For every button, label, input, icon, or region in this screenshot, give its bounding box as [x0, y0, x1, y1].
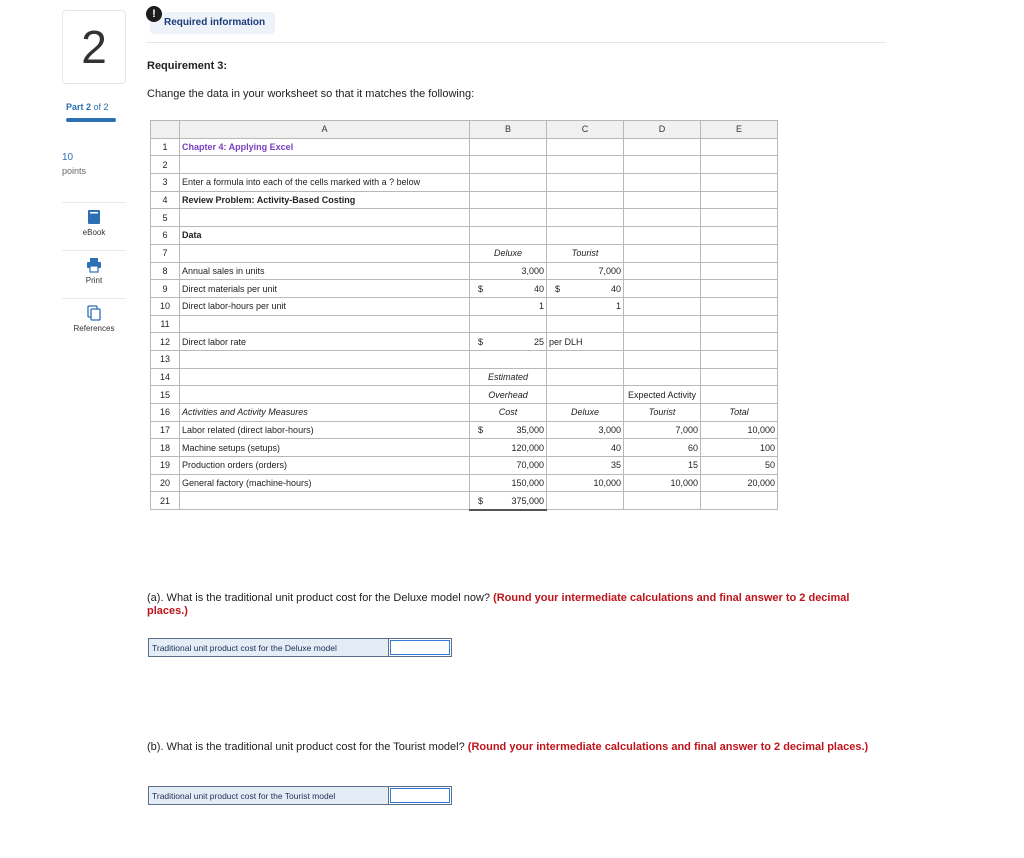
cell-d3 — [624, 174, 701, 192]
column-header-c: C — [547, 121, 624, 139]
cell-d16: Tourist — [624, 404, 701, 422]
currency-symbol: $ — [478, 495, 484, 506]
cell-a8: Annual sales in units — [180, 262, 470, 280]
cell-c21 — [547, 492, 624, 510]
cell-e6 — [701, 227, 778, 245]
table-row — [151, 315, 778, 333]
points-value: 10 — [62, 152, 74, 163]
cell-a9: Direct materials per unit — [180, 280, 470, 298]
cell-e15 — [701, 386, 778, 404]
row-number: 21 — [151, 492, 180, 510]
row-number: 2 — [151, 156, 180, 174]
table-row — [151, 297, 778, 315]
row-number: 5 — [151, 209, 180, 227]
cell-d19: 15 — [624, 457, 701, 475]
references-button[interactable] — [62, 298, 126, 344]
cell-e9 — [701, 280, 778, 298]
cell-a6: Data — [180, 227, 470, 245]
worksheet-table — [150, 120, 778, 511]
row-number: 13 — [151, 350, 180, 368]
cell-c12: per DLH — [547, 333, 624, 351]
cell-a21 — [180, 492, 470, 510]
question-a-note: (Round your intermediate calculations and final answer to 2 decimal places.) — [147, 592, 850, 617]
cell-b3 — [470, 174, 547, 192]
cell-c2 — [547, 156, 624, 174]
cell-c17: 3,000 — [547, 421, 624, 439]
currency-symbol: $ — [555, 283, 561, 294]
cell-d4 — [624, 191, 701, 209]
cell-c5 — [547, 209, 624, 227]
cell-e8 — [701, 262, 778, 280]
cell-a12: Direct labor rate — [180, 333, 470, 351]
answer-row-deluxe — [148, 638, 452, 657]
cell-a19: Production orders (orders) — [180, 457, 470, 475]
cell-d13 — [624, 350, 701, 368]
part-label: Part 2 — [66, 102, 92, 112]
references-label: References — [73, 324, 115, 333]
cell-b9 — [470, 280, 547, 298]
row-number: 4 — [151, 191, 180, 209]
requirement-title: Requirement 3: — [147, 60, 228, 72]
row-number: 10 — [151, 297, 180, 315]
cell-e20: 20,000 — [701, 474, 778, 492]
question-b-text: (b). What is the traditional unit product cost for the Tourist model? — [147, 741, 465, 753]
cell-b11 — [470, 315, 547, 333]
cell-d1 — [624, 138, 701, 156]
row-number: 20 — [151, 474, 180, 492]
cell-b1 — [470, 138, 547, 156]
cell-d18: 60 — [624, 439, 701, 457]
cell-d6 — [624, 227, 701, 245]
row-number: 12 — [151, 333, 180, 351]
cell-a5 — [180, 209, 470, 227]
table-row — [151, 439, 778, 457]
answer-label-tourist: Traditional unit product cost for the Tourist model — [149, 787, 389, 804]
cell-e19: 50 — [701, 457, 778, 475]
cell-d2 — [624, 156, 701, 174]
print-label: Print — [85, 276, 103, 285]
row-number: 3 — [151, 174, 180, 192]
cell-c6 — [547, 227, 624, 245]
column-header-d: D — [624, 121, 701, 139]
table-row — [151, 244, 778, 262]
cell-b5 — [470, 209, 547, 227]
table-row — [151, 138, 778, 156]
cell-e14 — [701, 368, 778, 386]
cell-a4: Review Problem: Activity-Based Costing — [180, 191, 470, 209]
answer-label-deluxe: Traditional unit product cost for the Deluxe model — [149, 639, 389, 656]
cell-c3 — [547, 174, 624, 192]
book-icon — [87, 209, 101, 225]
row-number: 6 — [151, 227, 180, 245]
cell-c14 — [547, 368, 624, 386]
cell-d11 — [624, 315, 701, 333]
cell-b18: 120,000 — [470, 439, 547, 457]
cell-d15: Expected Activity — [624, 386, 701, 404]
cell-b10: 1 — [470, 297, 547, 315]
cell-d21 — [624, 492, 701, 510]
table-row — [151, 174, 778, 192]
row-number: 14 — [151, 368, 180, 386]
cell-a15 — [180, 386, 470, 404]
cell-b21-value: 375,000 — [511, 495, 544, 506]
cell-c18: 40 — [547, 439, 624, 457]
cell-e1 — [701, 138, 778, 156]
requirement-instruction: Change the data in your worksheet so that it matches the following: — [147, 88, 475, 100]
part-indicator — [66, 102, 109, 112]
row-number: 11 — [151, 315, 180, 333]
cell-b7: Deluxe — [470, 244, 547, 262]
table-row — [151, 262, 778, 280]
cell-c16: Deluxe — [547, 404, 624, 422]
corner-cell — [151, 121, 180, 139]
cell-e16: Total — [701, 404, 778, 422]
table-row — [151, 280, 778, 298]
question-number: 2 — [81, 21, 107, 73]
ebook-button[interactable] — [62, 202, 126, 248]
part-of: of 2 — [93, 102, 109, 112]
column-header-e: E — [701, 121, 778, 139]
cell-b21 — [470, 492, 547, 510]
cell-e17: 10,000 — [701, 421, 778, 439]
cell-e13 — [701, 350, 778, 368]
references-icon — [87, 305, 101, 321]
cell-e4 — [701, 191, 778, 209]
cell-a18: Machine setups (setups) — [180, 439, 470, 457]
cell-a7 — [180, 244, 470, 262]
cell-e7 — [701, 244, 778, 262]
cell-a20: General factory (machine-hours) — [180, 474, 470, 492]
row-number: 8 — [151, 262, 180, 280]
cell-e12 — [701, 333, 778, 351]
cell-c4 — [547, 191, 624, 209]
deluxe-unit-cost-input[interactable] — [390, 640, 450, 655]
cell-a14 — [180, 368, 470, 386]
column-header-row — [151, 121, 778, 139]
cell-e2 — [701, 156, 778, 174]
cell-c1 — [547, 138, 624, 156]
table-row — [151, 457, 778, 475]
cell-d7 — [624, 244, 701, 262]
cell-c11 — [547, 315, 624, 333]
cell-c9-value: 40 — [610, 283, 621, 294]
cell-c7: Tourist — [547, 244, 624, 262]
currency-symbol: $ — [478, 336, 484, 347]
points-label: points — [62, 166, 87, 176]
cell-b8: 3,000 — [470, 262, 547, 280]
cell-e3 — [701, 174, 778, 192]
question-b-note: (Round your intermediate calculations and final answer to 2 decimal places.) — [467, 741, 869, 753]
question-number-box — [62, 10, 126, 84]
currency-symbol: $ — [478, 283, 484, 294]
cell-e10 — [701, 297, 778, 315]
cell-d20: 10,000 — [624, 474, 701, 492]
cell-b2 — [470, 156, 547, 174]
printer-icon — [87, 257, 101, 273]
cell-b14: Estimated — [470, 368, 547, 386]
cell-d17: 7,000 — [624, 421, 701, 439]
table-row — [151, 350, 778, 368]
question-a — [147, 592, 887, 618]
question-a-text: (a). What is the traditional unit product cost for the Deluxe model now? — [147, 592, 491, 604]
cell-b12 — [470, 333, 547, 351]
row-number: 9 — [151, 280, 180, 298]
cell-b9-value: 40 — [533, 283, 544, 294]
cell-a3: Enter a formula into each of the cells marked with a ? below — [180, 174, 470, 192]
question-b — [147, 741, 887, 754]
cell-e5 — [701, 209, 778, 227]
cell-b15: Overhead — [470, 386, 547, 404]
ebook-label: eBook — [82, 228, 106, 237]
table-row — [151, 156, 778, 174]
cell-b4 — [470, 191, 547, 209]
alert-icon: ! — [146, 6, 162, 22]
column-header-b: B — [470, 121, 547, 139]
row-number: 1 — [151, 138, 180, 156]
cell-a10: Direct labor-hours per unit — [180, 297, 470, 315]
cell-a2 — [180, 156, 470, 174]
cell-c9 — [547, 280, 624, 298]
cell-b17-value: 35,000 — [516, 425, 544, 436]
cell-a16: Activities and Activity Measures — [180, 404, 470, 422]
table-row — [151, 492, 778, 510]
row-number: 19 — [151, 457, 180, 475]
cell-d8 — [624, 262, 701, 280]
cell-c20: 10,000 — [547, 474, 624, 492]
cell-b19: 70,000 — [470, 457, 547, 475]
cell-a11 — [180, 315, 470, 333]
cell-a13 — [180, 350, 470, 368]
table-row — [151, 404, 778, 422]
row-number: 16 — [151, 404, 180, 422]
cell-c19: 35 — [547, 457, 624, 475]
cell-b13 — [470, 350, 547, 368]
header-divider — [146, 42, 886, 43]
row-number: 7 — [151, 244, 180, 262]
cell-b17 — [470, 421, 547, 439]
cell-d12 — [624, 333, 701, 351]
cell-c13 — [547, 350, 624, 368]
cell-b6 — [470, 227, 547, 245]
required-information-text: Required information — [164, 17, 266, 28]
cell-b16: Cost — [470, 404, 547, 422]
part-progress-bar — [66, 118, 116, 122]
cell-d9 — [624, 280, 701, 298]
cell-d10 — [624, 297, 701, 315]
table-row — [151, 227, 778, 245]
table-row — [151, 209, 778, 227]
table-row — [151, 368, 778, 386]
required-information-banner — [150, 12, 275, 34]
cell-c8: 7,000 — [547, 262, 624, 280]
cell-b20: 150,000 — [470, 474, 547, 492]
row-number: 18 — [151, 439, 180, 457]
cell-a17: Labor related (direct labor-hours) — [180, 421, 470, 439]
cell-b12-value: 25 — [533, 336, 544, 347]
cell-d5 — [624, 209, 701, 227]
column-header-a: A — [180, 121, 470, 139]
tourist-unit-cost-input[interactable] — [390, 788, 450, 803]
cell-e18: 100 — [701, 439, 778, 457]
currency-symbol: $ — [478, 425, 484, 436]
answer-row-tourist — [148, 786, 452, 805]
table-row — [151, 421, 778, 439]
cell-c15 — [547, 386, 624, 404]
table-row — [151, 474, 778, 492]
cell-a1: Chapter 4: Applying Excel — [180, 138, 470, 156]
cell-c10: 1 — [547, 297, 624, 315]
cell-e11 — [701, 315, 778, 333]
table-row — [151, 386, 778, 404]
row-number: 17 — [151, 421, 180, 439]
cell-d14 — [624, 368, 701, 386]
table-row — [151, 333, 778, 351]
cell-e21 — [701, 492, 778, 510]
row-number: 15 — [151, 386, 180, 404]
table-row — [151, 191, 778, 209]
print-button[interactable] — [62, 250, 126, 296]
